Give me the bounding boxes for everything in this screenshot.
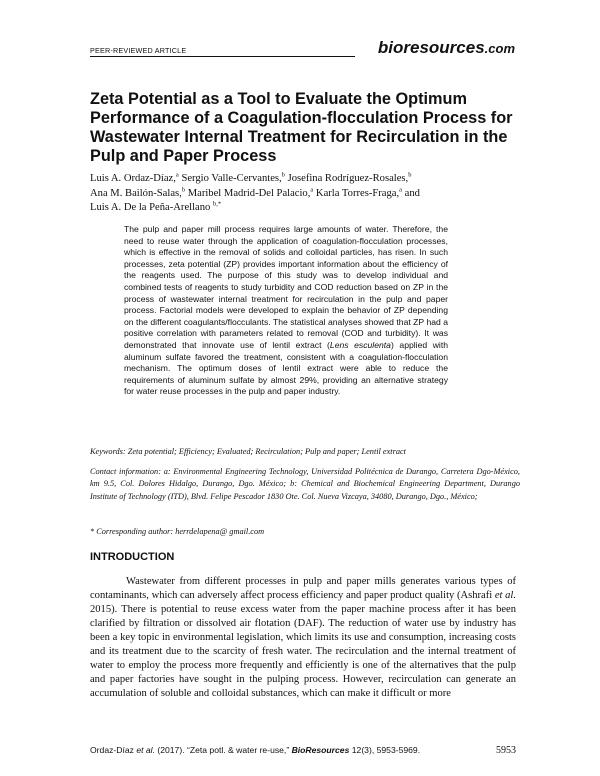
cite-authors: Ordaz-Díaz <box>90 745 137 755</box>
author-name: Ana M. Bailón-Salas, <box>90 187 182 199</box>
article-title: Zeta Potential as a Tool to Evaluate the Optimum Performance of a Coagulation-flocculation Process for Wastewater Internal Treatment for Recirculation in the Pulp and Paper Process <box>90 90 513 165</box>
author-name: Luis A. De la Peña-Arellano <box>90 202 211 213</box>
author-affiliation: a <box>399 185 403 193</box>
author-affiliation: b <box>181 185 186 193</box>
abstract-text: The pulp and paper mill process requires large amounts of water. Therefore, the need to reuse water through the application of coagulation-flocculation processes, which is effective in the removal of solids and colloidal particles, has risen. In such processes, zeta potential (ZP) provides important information about the efficiency of the reagents used. The purpose of this study was to develop individual and combined tests of reagents to study turbidity and COD reduction based on ZP in the process of wastewater internal treatment for recirculation in the pulp and paper process. Factorial models were developed to explain the behavior of ZP depending on the different coagulants/flocculants. The statistical analyses showed that ZP had a positive correlation with parameters related to removal (COD and turbidity). It was demonstrated that innovate use of lentil extract ( <box>124 224 448 350</box>
species-name: Lens esculenta <box>329 339 391 350</box>
citation <box>90 745 420 755</box>
author-list <box>90 172 510 216</box>
author-line-2 <box>90 187 510 202</box>
abstract-text: ) applied with aluminum sulfate favored the treatment, consistent with a coagulation-flocculation mechanism. The optimum doses of lentil extract were able to reduce the requirements of aluminum sulfate by almost 29%, providing an alternative strategy for water reuse processes in the pulp and paper industry. <box>124 339 449 397</box>
author-affiliation: b,* <box>212 200 222 208</box>
page-header <box>90 36 515 58</box>
corresponding-author: * Corresponding author: herrdelapena@ gmail.com <box>90 527 265 536</box>
header-rule <box>90 56 355 57</box>
keywords: Keywords: Zeta potential; Efficiency; Evaluated; Recirculation; Pulp and paper; Lentil extract <box>90 447 406 456</box>
intro-etal: et al. <box>494 590 516 602</box>
peer-reviewed-label: PEER-REVIEWED ARTICLE <box>90 46 187 55</box>
introduction-paragraph <box>90 575 516 701</box>
author-affiliation: a <box>175 171 179 179</box>
author-line-1 <box>90 172 510 187</box>
section-heading: INTRODUCTION <box>90 551 175 563</box>
intro-text: 2015). There is potential to reuse excess water from the paper machine process after it has been clarified by filtration or dissolved air flotation (DAF). The reduction of water use by industry has been a key topic in environmental legislation, which limits its use and consumption, increasing costs and its treatment due to the scarcity of fresh water. The recirculation and the internal treatment of water to employ the process more frequently and efficiently is one of the alternatives that the pulp and paper factories have sought in the pulping process. However, recirculation can generate an accumulation of soluble and colloidal substances, which can make it difficult or more <box>90 604 516 700</box>
abstract <box>124 224 448 398</box>
cite-title: (2017). “Zeta potl. & water re-use,” <box>154 745 292 755</box>
cite-etal: et al. <box>136 745 155 755</box>
author-affiliation: a <box>310 185 314 193</box>
author-name: Sergio Valle-Cervantes, <box>178 173 282 184</box>
author-name: and <box>402 187 420 199</box>
intro-text: Wastewater from different processes in pulp and paper mills generates various types of contaminants, which can adversely affect process efficiency and paper product quality (Ashrafi <box>90 576 516 602</box>
cite-volume: 12(3), 5953-5969. <box>349 745 421 755</box>
author-name: Luis A. Ordaz-Díaz, <box>90 173 176 184</box>
author-affiliation: b <box>408 171 412 179</box>
cite-journal: BioResources <box>291 745 350 755</box>
brand-tld: .com <box>484 41 515 56</box>
page-number: 5953 <box>496 745 516 756</box>
contact-information: Contact information: a: Environmental Engineering Technology, Universidad Politécnica de Durango, Carretera Dgo-México, km 9.5, Col. Dolores Hidalgo, Durango, Dgo. México; b: Chemical and Biochemical Engineering Department, Durango Institute of Technology (ITD), Blvd. Felipe Pescador 1830 Ote. Col. Nueva Vizcaya, 34080, Durango, Dgo., México; <box>90 467 520 501</box>
journal-logo <box>378 38 515 58</box>
author-name: Maribel Madrid-Del Palacio, <box>185 187 311 199</box>
author-name: Josefina Rodríguez-Rosales, <box>284 173 409 184</box>
author-line-3 <box>90 201 510 216</box>
brand-main: bioresources <box>377 38 485 57</box>
author-affiliation: b <box>281 171 285 179</box>
author-name: Karla Torres-Fraga, <box>313 187 400 199</box>
